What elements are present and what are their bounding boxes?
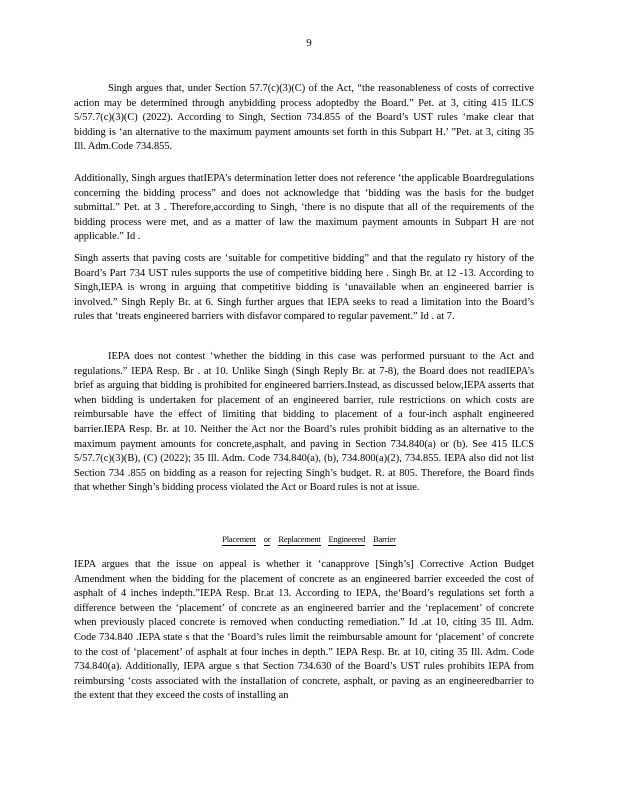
paragraph-3: Singh asserts that paving costs are ‘suitable for competitive bidding” and that the regulato ry history of the Board’s Part 734 UST rules supports the use of competitive bidding here . Singh Br. at 12 -13. According to Singh,IEPA is wrong in arguing that competitive bidding is ‘unavailable when an engineered barrier is involved.” Singh Reply Br. at 6. Singh further argues that IEPA seeks to read a limitation into the Board’s rules that ‘treats engineered barriers with disfavor compared to regular pavement.” Id . at 7.	[74, 253, 534, 323]
page-number: 9	[306, 37, 312, 49]
heading-word: Engineered	[328, 534, 366, 544]
paragraph-4: IEPA does not contest ‘whether the bidding in this case was performed pursuant to the Act and regulations.” IEPA Resp. Br . at 10. Unlike Singh (Singh Reply Br. at 7-8), the Board does not readIEPA’s brief as arguing that bidding is prohibited for engineered barriers.Instead, as discussed below,IEPA asserts that when bidding is undertaken for placement of an engineered barrier, rule restrictions on which costs are reimbursable have the effect of limiting that bidding to placement of a four-inch asphalt engineered barrier.IEPA Resp. Br. at 10. Neither the Act nor the Board’s rules prohibit bidding as an alternative to the maximum payment amounts for concrete,asphalt, and paving in Section 734.840(a) or (b). See 415 ILCS 5/57.7(c)(3)(B), (C) (2022); 35 Ill. Adm. Code 734.840(a), (b), 734.800(a)(2), 734.855. IEPA also did not list Section 734 .855 on bidding as a reason for rejecting Singh’s budget. R. at 805. Therefore, the Board finds that whether Singh’s bidding process violated the Act or Board rules is not at issue.	[74, 351, 534, 494]
section-heading	[0, 534, 618, 544]
heading-word: Barrier	[373, 534, 396, 544]
paragraph-2: Additionally, Singh argues thatIEPA’s determination letter does not reference ‘the applicable Boardregulations concerning the bidding process” and does not acknowledge that ‘bidding was the basis for the budget submittal.” Pet. at 3 . Therefore,according to Singh, ‘there is no dispute that all of the requirements of the bidding process were met, and as a matter of law the maximum payment amounts in Subpart H are not applicable.” Id .	[74, 173, 534, 243]
paragraph-1: Singh argues that, under Section 57.7(c)(3)(C) of the Act, “the reasonableness of costs of corrective action may be determined through anybidding process adoptedby the Board.” Pet. at 3, citing 415 ILCS 5/57.7(c)(3)(C) (2022). According to Singh, Section 734.855 of the Board’s UST rules ‘make clear that bidding is ‘an alternative to the maximum payment amounts set forth in this Subpart H.’ ”Pet. at 3, citing 35 Ill. Adm.Code 734.855.	[74, 83, 534, 153]
heading-word: Replacement	[278, 534, 321, 544]
paragraph-5: IEPA argues that the issue on appeal is whether it ‘canapprove [Singh’s] Corrective Action Budget Amendment when the bidding for the placement of concrete as an engineered barrier exceeded the cost of asphalt of 4 inches indepth.”IEPA Resp. Br.at 13. According to IEPA, the‘Board’s regulations set forth a difference between the ‘placement’ of concrete as an engineered barrier and the ‘replacement’ of concrete when previously placed concrete is removed when conducting remediation.” Id .at 10, citing 35 Ill. Adm. Code 734.840 .IEPA state s that the ‘Board’s rules limit the reimbursable amount for ‘placement’ of concrete to the cost of ‘placement’ of asphalt at four inches in depth.” IEPA Resp. Br. at 10, citing 35 Ill. Adm. Code 734.840(a). Additionally, IEPA argue s that Section 734.630 of the Board’s UST rules prohibits IEPA from reimbursing ‘costs associated with the installation of concrete, asphalt, or paving as an engineeredbarrier to the extent that they exceed the costs of installing an	[74, 559, 534, 702]
heading-word: or	[263, 534, 271, 544]
heading-word: Placement	[222, 534, 256, 544]
